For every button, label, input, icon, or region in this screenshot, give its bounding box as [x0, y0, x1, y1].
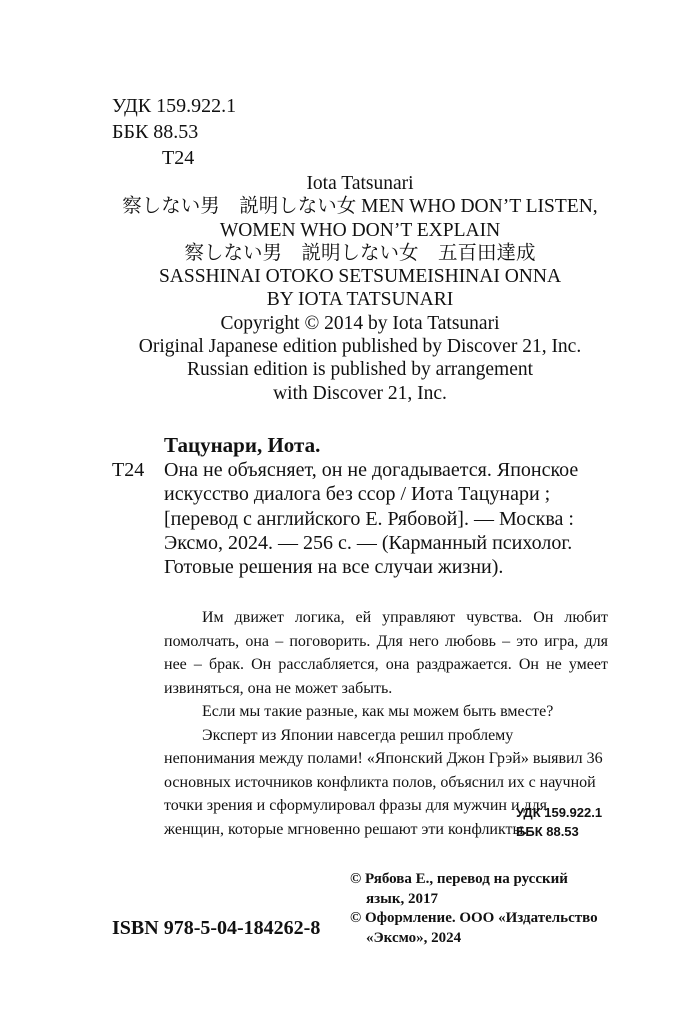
credit-line: 察しない男 説明しない女 MEN WHO DON’T LISTEN, — [122, 196, 598, 218]
credit-line: SASSHINAI OTOKO SETSUMEISHINAI ONNA — [158, 266, 562, 288]
annotation-paragraph: Если мы такие разные, как мы можем быть вместе? — [202, 703, 554, 720]
bibliographic-text: Она не объясняет, он не догадывается. Японское искусство диалога без ссор / Иота Тацунари ; [перевод с английского Е. Рябовой]. — Москва : Эксмо, 2024. — 256 с. — (Карманный психолог. Готовые решения на все случаи жизни). — [164, 459, 579, 579]
design-copyright-cont: «Эксмо», 2024 — [366, 929, 462, 946]
credit-line: Iota Tatsunari — [306, 173, 414, 194]
udk-code: УДК 159.922.1 — [112, 95, 237, 117]
bbk-code: ББК 88.53 — [112, 121, 199, 143]
credit-line: WOMEN WHO DON’T EXPLAIN — [219, 219, 501, 241]
design-copyright: © Оформление. ООО «Издательство — [350, 910, 598, 926]
credit-line: BY IOTA TATSUNARI — [266, 289, 454, 311]
record-author-heading: Тацунари, Иота. — [164, 433, 321, 457]
credit-line: 察しない男 説明しない女 五百田達成 — [184, 242, 536, 264]
author-mark: Т24 — [162, 147, 195, 169]
credit-line: Original Japanese edition published by Discover 21, Inc. — [138, 336, 582, 358]
annotation-bbk: ББК 88.53 — [516, 824, 579, 839]
credit-line: Copyright © 2014 by Iota Tatsunari — [220, 312, 500, 334]
catalog-codes — [112, 93, 236, 171]
copyright-notices — [350, 870, 598, 948]
translation-copyright: © Рябова Е., перевод на русский — [350, 871, 568, 887]
bibliographic-description — [164, 458, 608, 579]
rights-credits — [80, 172, 640, 405]
annotation-paragraph: Им движет логика, ей управляют чувства. Он любит помолчать, она – поговорить. Для него любовь – это игра, для нее – брак. Он расслабляется, она раздражается. Он не умеет извиняться, она не может забыть. — [164, 609, 608, 697]
record-author-mark: Т24 — [112, 459, 145, 481]
translation-copyright-cont: язык, 2017 — [366, 890, 438, 907]
credit-line: with Discover 21, Inc. — [273, 382, 447, 404]
annotation-udk: УДК 159.922.1 — [516, 805, 603, 820]
annotation-codes — [516, 803, 602, 841]
isbn: ISBN 978-5-04-184262-8 — [112, 917, 321, 939]
credit-line: Russian edition is published by arrangement — [186, 359, 534, 381]
annotation-paragraph: Эксперт из Японии навсегда решил проблему непонимания между полами! «Японский Джон Грэй» выявил 36 основных источников конфликта полов, объяснил их с научной точки зрения и сформулировал фразы для мужчин и для женщин, которые мгновенно решают эти конфликты. — [164, 726, 603, 838]
